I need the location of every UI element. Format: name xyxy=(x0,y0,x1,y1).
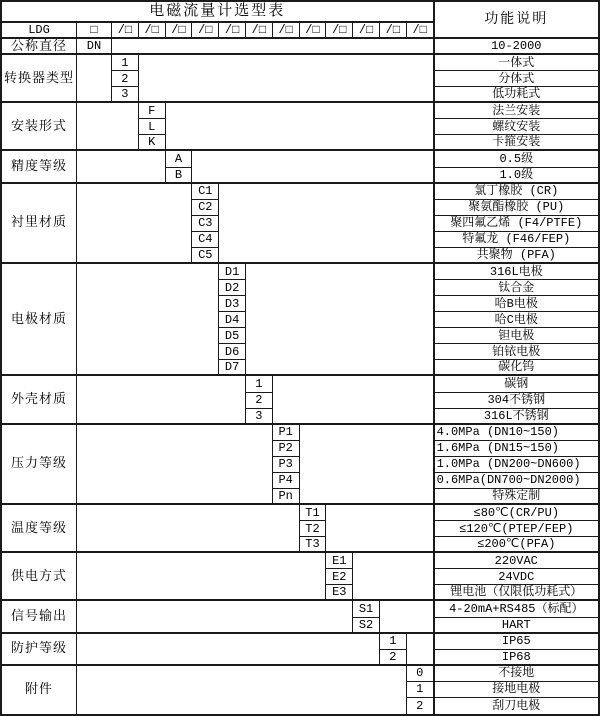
option-description: 接地电极 xyxy=(434,682,598,698)
option-code: 2 xyxy=(112,71,139,87)
filler-cell xyxy=(77,55,112,103)
filler-cell xyxy=(112,39,434,55)
option-description: 一体式 xyxy=(434,55,598,71)
option-description: 哈C电极 xyxy=(434,312,598,328)
option-description: 4-20mA+RS485（标配） xyxy=(434,601,598,617)
option-description: 分体式 xyxy=(434,71,598,87)
option-code: 1 xyxy=(112,55,139,71)
option-code: P3 xyxy=(273,457,300,473)
filler-cell xyxy=(77,505,300,553)
option-description: 钽电极 xyxy=(434,328,598,344)
filler-cell xyxy=(77,103,139,151)
model-code-slot: /□ xyxy=(139,23,166,39)
filler-cell xyxy=(353,553,433,601)
option-code: F xyxy=(139,103,166,119)
model-code-slot: /□ xyxy=(407,23,434,39)
category-label: 防护等级 xyxy=(2,634,77,666)
option-description: 不接地 xyxy=(434,666,598,682)
option-description: 哈B电极 xyxy=(434,296,598,312)
option-description: ≤200℃(PFA) xyxy=(434,537,598,553)
model-code-slot: /□ xyxy=(192,23,219,39)
option-code: L xyxy=(139,119,166,135)
option-description: 316L不锈钢 xyxy=(434,409,598,425)
option-description: 1.6MPa (DN15~150) xyxy=(434,441,598,457)
option-code: S1 xyxy=(353,601,380,617)
option-description: 4.0MPa (DN10~150) xyxy=(434,425,598,441)
model-code-slot: /□ xyxy=(112,23,139,39)
option-description: 220VAC xyxy=(434,553,598,569)
filler-cell xyxy=(380,601,434,633)
option-code: 2 xyxy=(380,650,407,666)
category-label: 压力等级 xyxy=(2,425,77,505)
option-description: HART xyxy=(434,618,598,634)
option-code: D2 xyxy=(219,280,246,296)
option-code: 1 xyxy=(380,634,407,650)
filler-cell xyxy=(192,151,433,183)
option-code: C2 xyxy=(192,200,219,216)
option-code: D4 xyxy=(219,312,246,328)
option-code: B xyxy=(166,168,193,184)
table-title: 电磁流量计选型表 xyxy=(2,2,434,23)
option-code: Pn xyxy=(273,489,300,505)
option-code: E3 xyxy=(326,585,353,601)
option-code: P2 xyxy=(273,441,300,457)
model-code-slot: /□ xyxy=(219,23,246,39)
option-description: 10-2000 xyxy=(434,39,598,55)
option-code: C3 xyxy=(192,216,219,232)
category-label: 公称直径 xyxy=(2,39,77,55)
option-description: 螺纹安装 xyxy=(434,119,598,135)
option-code: 3 xyxy=(246,409,273,425)
option-code: C1 xyxy=(192,184,219,200)
option-description: IP65 xyxy=(434,634,598,650)
category-label: 温度等级 xyxy=(2,505,77,553)
category-label: 转换器类型 xyxy=(2,55,77,103)
option-description: 聚氨酯橡胶 (PU) xyxy=(434,200,598,216)
option-code: K xyxy=(139,135,166,151)
option-description: 特殊定制 xyxy=(434,489,598,505)
filler-cell xyxy=(246,264,434,377)
option-code: E2 xyxy=(326,569,353,585)
option-description: 铂铱电极 xyxy=(434,344,598,360)
option-description: 碳钢 xyxy=(434,376,598,392)
category-label: 安装形式 xyxy=(2,103,77,151)
option-code: 1 xyxy=(407,682,434,698)
filler-cell xyxy=(77,376,246,424)
model-code-slot: /□ xyxy=(326,23,353,39)
option-description: 1.0级 xyxy=(434,168,598,184)
category-label: 供电方式 xyxy=(2,553,77,601)
filler-cell xyxy=(273,376,434,424)
option-description: 304不锈钢 xyxy=(434,393,598,409)
option-code: C4 xyxy=(192,232,219,248)
filler-cell xyxy=(77,553,326,601)
option-code: D3 xyxy=(219,296,246,312)
model-code-slot: /□ xyxy=(300,23,327,39)
filler-cell xyxy=(77,184,192,264)
option-code: D5 xyxy=(219,328,246,344)
filler-cell xyxy=(300,425,434,505)
option-code: DN xyxy=(77,39,112,55)
option-code: 2 xyxy=(246,393,273,409)
option-description: 钛合金 xyxy=(434,280,598,296)
category-label: 信号输出 xyxy=(2,601,77,633)
category-label: 外壳材质 xyxy=(2,376,77,424)
category-label: 衬里材质 xyxy=(2,184,77,264)
option-code: C5 xyxy=(192,248,219,264)
filler-cell xyxy=(77,425,273,505)
filler-cell xyxy=(77,601,353,633)
option-code: 1 xyxy=(246,376,273,392)
option-code: S2 xyxy=(353,618,380,634)
model-code-box: □ xyxy=(77,23,112,39)
option-description: 低功耗式 xyxy=(434,87,598,103)
filler-cell xyxy=(166,103,434,151)
filler-cell xyxy=(219,184,433,264)
option-description: ≤80℃(CR/PU) xyxy=(434,505,598,521)
category-label: 精度等级 xyxy=(2,151,77,183)
option-code: E1 xyxy=(326,553,353,569)
filler-cell xyxy=(407,634,434,666)
option-description: 法兰安装 xyxy=(434,103,598,119)
option-code: T2 xyxy=(300,521,327,537)
option-description: 锂电池（仅限低功耗式） xyxy=(434,585,598,601)
function-column-header: 功能说明 xyxy=(434,2,598,39)
option-description: 卡箍安装 xyxy=(434,135,598,151)
option-description: IP68 xyxy=(434,650,598,666)
model-code-slot: /□ xyxy=(273,23,300,39)
option-code: 2 xyxy=(407,698,434,714)
option-code: T1 xyxy=(300,505,327,521)
option-description: ≤120℃(PTEP/FEP) xyxy=(434,521,598,537)
option-description: 0.5级 xyxy=(434,151,598,167)
filler-cell xyxy=(77,666,407,714)
model-code-slot: /□ xyxy=(246,23,273,39)
option-description: 碳化钨 xyxy=(434,360,598,376)
category-label: 电极材质 xyxy=(2,264,77,377)
option-code: 0 xyxy=(407,666,434,682)
category-label: 附件 xyxy=(2,666,77,714)
option-code: D7 xyxy=(219,360,246,376)
filler-cell xyxy=(139,55,434,103)
option-description: 氯丁橡胶 (CR) xyxy=(434,184,598,200)
option-description: 特氟龙 (F46/FEP) xyxy=(434,232,598,248)
option-description: 0.6MPa(DN700~DN2000) xyxy=(434,473,598,489)
option-code: A xyxy=(166,151,193,167)
option-code: T3 xyxy=(300,537,327,553)
model-code-slot: /□ xyxy=(353,23,380,39)
option-description: 1.0MPa (DN200~DN600) xyxy=(434,457,598,473)
option-description: 聚四氟乙烯 (F4/PTFE) xyxy=(434,216,598,232)
model-code-slot: /□ xyxy=(166,23,193,39)
option-description: 共聚物 (PFA) xyxy=(434,248,598,264)
option-code: P4 xyxy=(273,473,300,489)
model-code-slot: /□ xyxy=(380,23,407,39)
option-code: D6 xyxy=(219,344,246,360)
filler-cell xyxy=(77,264,219,377)
filler-cell xyxy=(326,505,433,553)
option-code: P1 xyxy=(273,425,300,441)
model-prefix: LDG xyxy=(2,23,77,39)
option-code: 3 xyxy=(112,87,139,103)
filler-cell xyxy=(77,634,380,666)
option-description: 刮刀电极 xyxy=(434,698,598,714)
filler-cell xyxy=(77,151,166,183)
option-description: 24VDC xyxy=(434,569,598,585)
option-code: D1 xyxy=(219,264,246,280)
option-description: 316L电极 xyxy=(434,264,598,280)
